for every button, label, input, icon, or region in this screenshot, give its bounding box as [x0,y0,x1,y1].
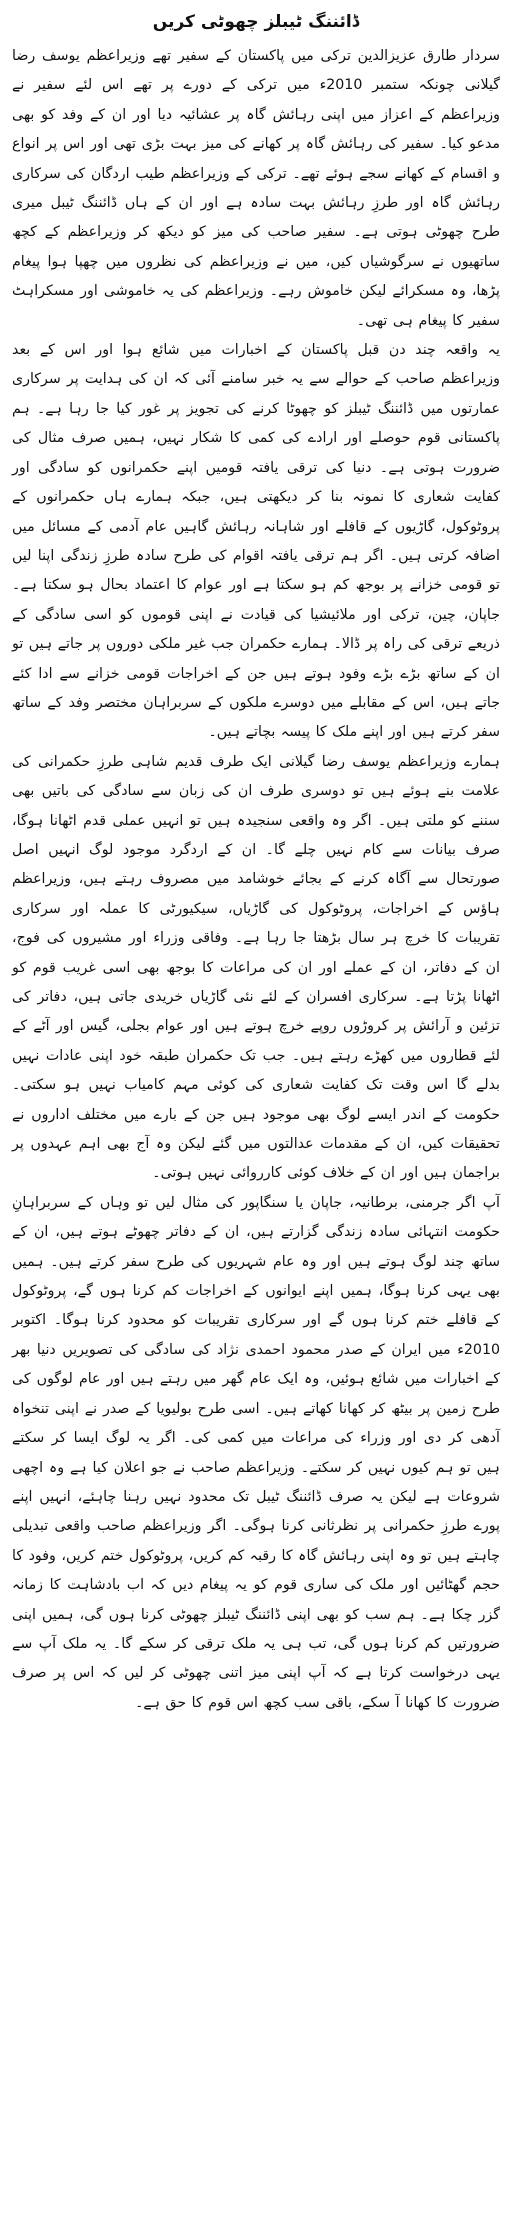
paragraph: یہ واقعہ چند دن قبل پاکستان کے اخبارات میں شائع ہوا اور اس کے بعد وزیراعظم صاحب کے حوالے سے یہ خبر سامنے آئی کہ ان کی ہدایت پر سرکاری عمارتوں میں ڈائننگ ٹیبلز کو چھوٹا کرنے کی تجویز پر غور کیا جا رہا ہے۔ ہم پاکستانی قوم حوصلے اور ارادے کی کمی کا شکار نہیں، ہمیں صرف مثال کی ضرورت ہوتی ہے۔ دنیا کی ترقی یافتہ قومیں اپنے حکمرانوں کو سادگی اور کفایت شعاری کا نمونہ بنا کر دیکھتی ہیں، جبکہ ہمارے ہاں حکمرانوں کے پروٹوکول، گاڑیوں کے قافلے اور شاہانہ رہائش گاہیں عام آدمی کے مسائل میں اضافہ کرتی ہیں۔ اگر ہم ترقی یافتہ اقوام کی طرح سادہ طرزِ زندگی اپنا لیں تو قومی خزانے پر بوجھ کم ہو سکتا ہے اور عوام کا اعتماد بحال ہو سکتا ہے۔ جاپان، چین، ترکی اور ملائیشیا کی قیادت نے اپنی قوموں کو اسی سادگی کے ذریعے ترقی کی راہ پر ڈالا۔ ہمارے حکمران جب غیر ملکی دوروں پر جاتے ہیں تو ان کے ساتھ بڑے بڑے وفود ہوتے ہیں جن کے اخراجات قومی خزانے سے ادا کئے جاتے ہیں، اس کے مقابلے میں دوسرے ملکوں کے سربراہان مختصر وفد کے ساتھ سفر کرتے ہیں اور اپنے ملک کا پیسہ بچاتے ہیں۔ [12,342,500,741]
column-title: ڈائننگ ٹیبلز چھوٹی کریں [152,12,360,32]
paragraph: سردار طارق عزیزالدین ترکی میں پاکستان کے سفیر تھے وزیراعظم یوسف رضا گیلانی چونکہ ستمبر 2010ء میں ترکی کے دورے پر تھے اس لئے سفیر نے وزیراعظم کے اعزاز میں اپنی رہائش گاہ پر عشائیہ دیا اور ان کے وفد کو بھی مدعو کیا۔ سفیر کی رہائش گاہ پر کھانے کی میز بہت بڑی تھی اور اس پر انواع و اقسام کے کھانے سجے ہوئے تھے۔ ترکی کے وزیراعظم طیب اردگان کی سرکاری رہائش گاہ اور طرزِ رہائش بہت سادہ ہے اور ان کے ہاں ڈائننگ ٹیبل میری طرح چھوٹی ہوتی ہے۔ سفیر صاحب کی میز کو دیکھ کر وزیراعظم کے کچھ ساتھیوں نے سرگوشیاں کیں، میں نے وزیراعظم کی نظروں میں چھپا ہوا پیغام پڑھا، وہ مسکرائے لیکن خاموش رہے۔ وزیراعظم کی یہ خاموشی اور مسکراہٹ سفیر کا پیغام ہی تھی۔ [12,48,500,329]
paragraph: آپ اگر جرمنی، برطانیہ، جاپان یا سنگاپور کی مثال لیں تو وہاں کے سربراہانِ حکومت انتہائی سادہ زندگی گزارتے ہیں، ان کے دفاتر چھوٹے ہوتے ہیں، ان کے ساتھ چند لوگ ہوتے ہیں اور وہ عام شہریوں کی طرح سفر کرتے ہیں۔ ہمیں بھی یہی کرنا ہوگا، ہمیں اپنے ایوانوں کے اخراجات کم کرنا ہوں گے، پروٹوکول کے قافلے ختم کرنا ہوں گے اور سرکاری تقریبات کو محدود کرنا ہوگا۔ اکتوبر 2010ء میں ایران کے صدر محمود احمدی نژاد کی سادگی کی تصویریں دنیا بھر کے اخبارات میں شائع ہوئیں، وہ ایک عام گھر میں رہتے ہیں اور عام لوگوں کی طرح زمین پر بیٹھ کر کھانا کھاتے ہیں۔ اسی طرح بولیویا کے صدر نے اپنی تنخواہ آدھی کر دی اور وزراء کی مراعات میں کمی کی۔ اگر یہ لوگ ایسا کر سکتے ہیں تو ہم کیوں نہیں کر سکتے۔ وزیراعظم صاحب نے جو اعلان کیا ہے وہ اچھی شروعات ہے لیکن یہ صرف ڈائننگ ٹیبل تک محدود نہیں رہنا چاہئے، انہیں اپنے پورے طرزِ حکمرانی پر نظرثانی کرنا ہوگی۔ اگر وزیراعظم صاحب واقعی تبدیلی چاہتے ہیں تو وہ اپنی رہائش گاہ کا رقبہ کم کریں، پروٹوکول ختم کریں، وفود کا حجم گھٹائیں اور ملک کی ساری قوم کو یہ پیغام دیں کہ اب بادشاہت کا زمانہ گزر چکا ہے۔ ہم سب کو بھی اپنی ڈائننگ ٹیبلز چھوٹی کرنا ہوں گی، ہمیں اپنی ضرورتیں کم کرنا ہوں گی، تب ہی یہ ملک ترقی کر سکے گا۔ یہ ملک آپ سے یہی درخواست کرتا ہے کہ آپ اپنی میز اتنی چھوٹی کر لیں کہ اس پر صرف ضرورت کا کھانا آ سکے، باقی سب کچھ اس قوم کا حق ہے۔ [12,1194,500,1711]
column-body [12,42,500,1718]
paragraph: ہمارے وزیراعظم یوسف رضا گیلانی ایک طرف قدیم شاہی طرزِ حکمرانی کی علامت بنے ہوئے ہیں تو دوسری طرف ان کی زبان سے سادگی کی باتیں بھی سننے کو ملتی ہیں۔ اگر وہ واقعی سنجیدہ ہیں تو انہیں عملی قدم اٹھانا ہوگا، صرف بیانات سے کام نہیں چلے گا۔ ان کے اردگرد موجود لوگ انہیں اصل صورتحال سے آگاہ کرنے کے بجائے خوشامد میں مصروف رہتے ہیں، وزیراعظم ہاؤس کے اخراجات، پروٹوکول کی گاڑیاں، سیکیورٹی کا عملہ اور سرکاری تقریبات کا خرچ ہر سال بڑھتا جا رہا ہے۔ وفاقی وزراء اور مشیروں کی فوج، ان کے دفاتر، ان کے عملے اور ان کی مراعات کا بوجھ بھی اسی غریب قوم کو اٹھانا پڑتا ہے۔ سرکاری افسران کے لئے نئی گاڑیاں خریدی جاتی ہیں، دفاتر کی تزئین و آرائش پر کروڑوں روپے خرچ ہوتے ہیں اور عوام بجلی، گیس اور آٹے کے لئے قطاروں میں کھڑے رہتے ہیں۔ جب تک حکمران طبقہ خود اپنی عادات نہیں بدلے گا اس وقت تک کفایت شعاری کی کوئی مہم کامیاب نہیں ہو سکتی۔ حکومت کے اندر ایسے لوگ بھی موجود ہیں جن کے بارے میں مختلف اداروں نے تحقیقات کیں، ان کے مقدمات عدالتوں میں گئے لیکن وہ آج بھی اہم عہدوں پر براجمان ہیں اور ان کے خلاف کوئی کارروائی نہیں ہوتی۔ [12,753,500,1182]
